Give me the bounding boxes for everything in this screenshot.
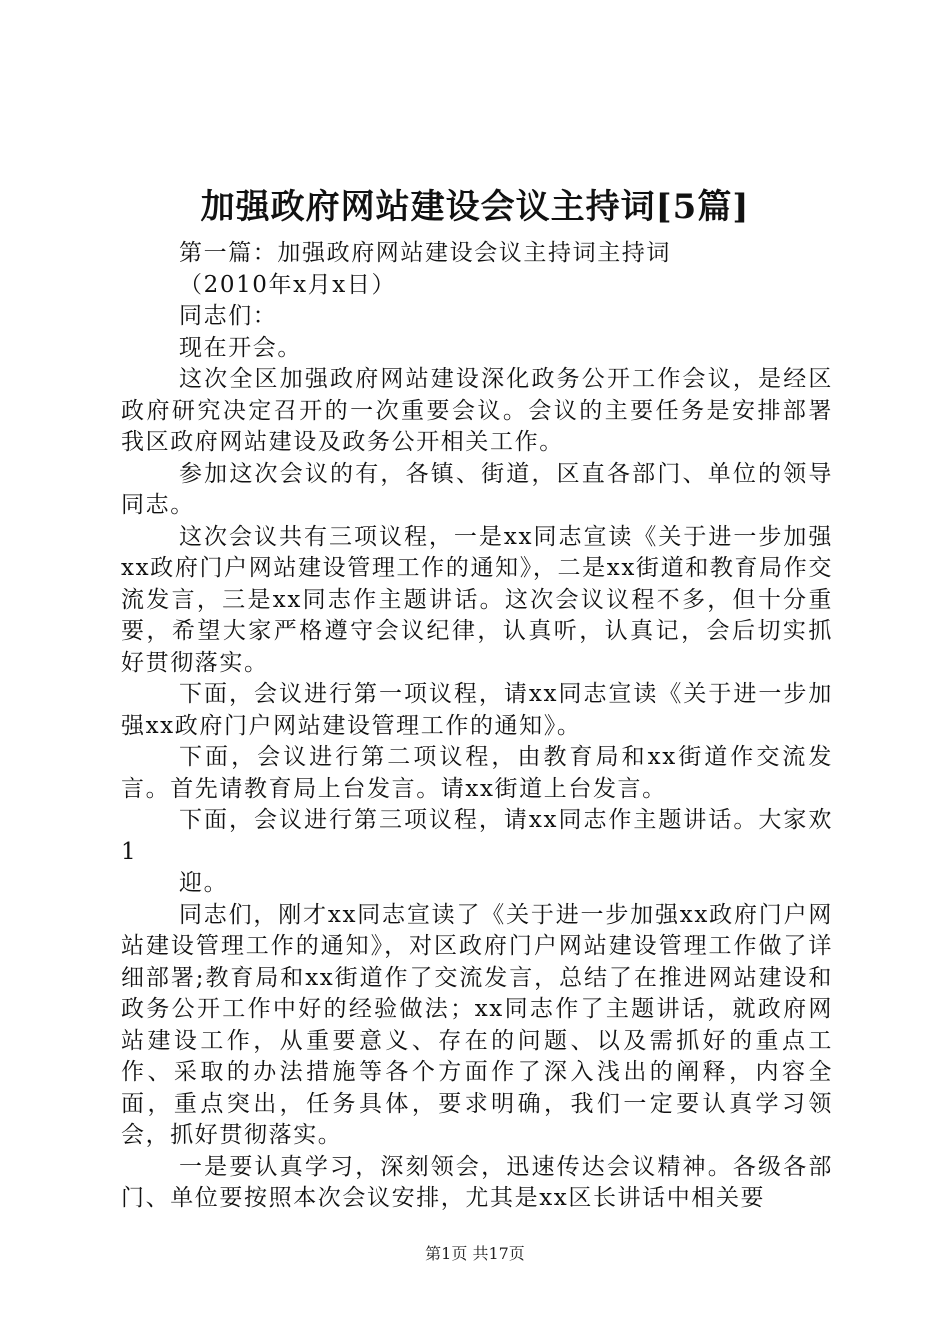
paragraph: 同志们，刚才xx同志宣读了《关于进一步加强xx政府门户网站建设管理工作的通知》，对区政府门户网站建设管理工作做了详细部署;教育局和xx街道作了交流发言，总结了在推进网站建设和政务公开工作中好的经验做法；xx同志作了主题讲话，就政府网站建设工作，从重要意义、存在的问题、以及需抓好的重点工作、采取的办法措施等各个方面作了深入浅出的阐释，内容全面，重点突出，任务具体，要求明确，我们一定要认真学习领会，抓好贯彻落实。 [121, 901, 833, 1148]
page-number-label: 第1页 共17页 [425, 1244, 525, 1263]
document-body [121, 238, 833, 1215]
paragraph: 一是要认真学习，深刻领会，迅速传达会议精神。各级各部门、单位要按照本次会议安排，尤其是xx区长讲话中相关要 [121, 1153, 833, 1211]
date-line: （2010年x月x日） [179, 271, 397, 298]
page-footer [0, 1243, 950, 1265]
paragraph: 这次会议共有三项议程，一是xx同志宣读《关于进一步加强xx政府门户网站建设管理工作的通知》，二是xx街道和教育局作交流发言，三是xx同志作主题讲话。这次会议议程不多，但十分重要，希望大家严格遵守会议纪律，认真听，认真记，会后切实抓好贯彻落实。 [121, 523, 833, 676]
paragraph: 下面，会议进行第三项议程，请xx同志作主题讲话。大家欢1 [121, 807, 833, 865]
paragraph: 下面，会议进行第一项议程，请xx同志宣读《关于进一步加强xx政府门户网站建设管理工作的通知》。 [121, 681, 833, 739]
paragraph: 参加这次会议的有，各镇、街道，区直各部门、单位的领导同志。 [121, 460, 833, 518]
paragraph: 迎。 [179, 870, 229, 896]
paragraph: 现在开会。 [179, 334, 302, 361]
paragraph: 下面，会议进行第二项议程，由教育局和xx街道作交流发言。首先请教育局上台发言。请xx街道上台发言。 [121, 744, 833, 802]
paragraph: 这次全区加强政府网站建设深化政务公开工作会议，是经区政府研究决定召开的一次重要会议。会议的主要任务是安排部署我区政府网站建设及政务公开相关工作。 [121, 366, 833, 455]
section-heading: 第一篇：加强政府网站建设会议主持词主持词 [179, 240, 671, 266]
salutation: 同志们： [179, 303, 278, 329]
document-title: 加强政府网站建设会议主持词[5篇] [200, 187, 750, 227]
